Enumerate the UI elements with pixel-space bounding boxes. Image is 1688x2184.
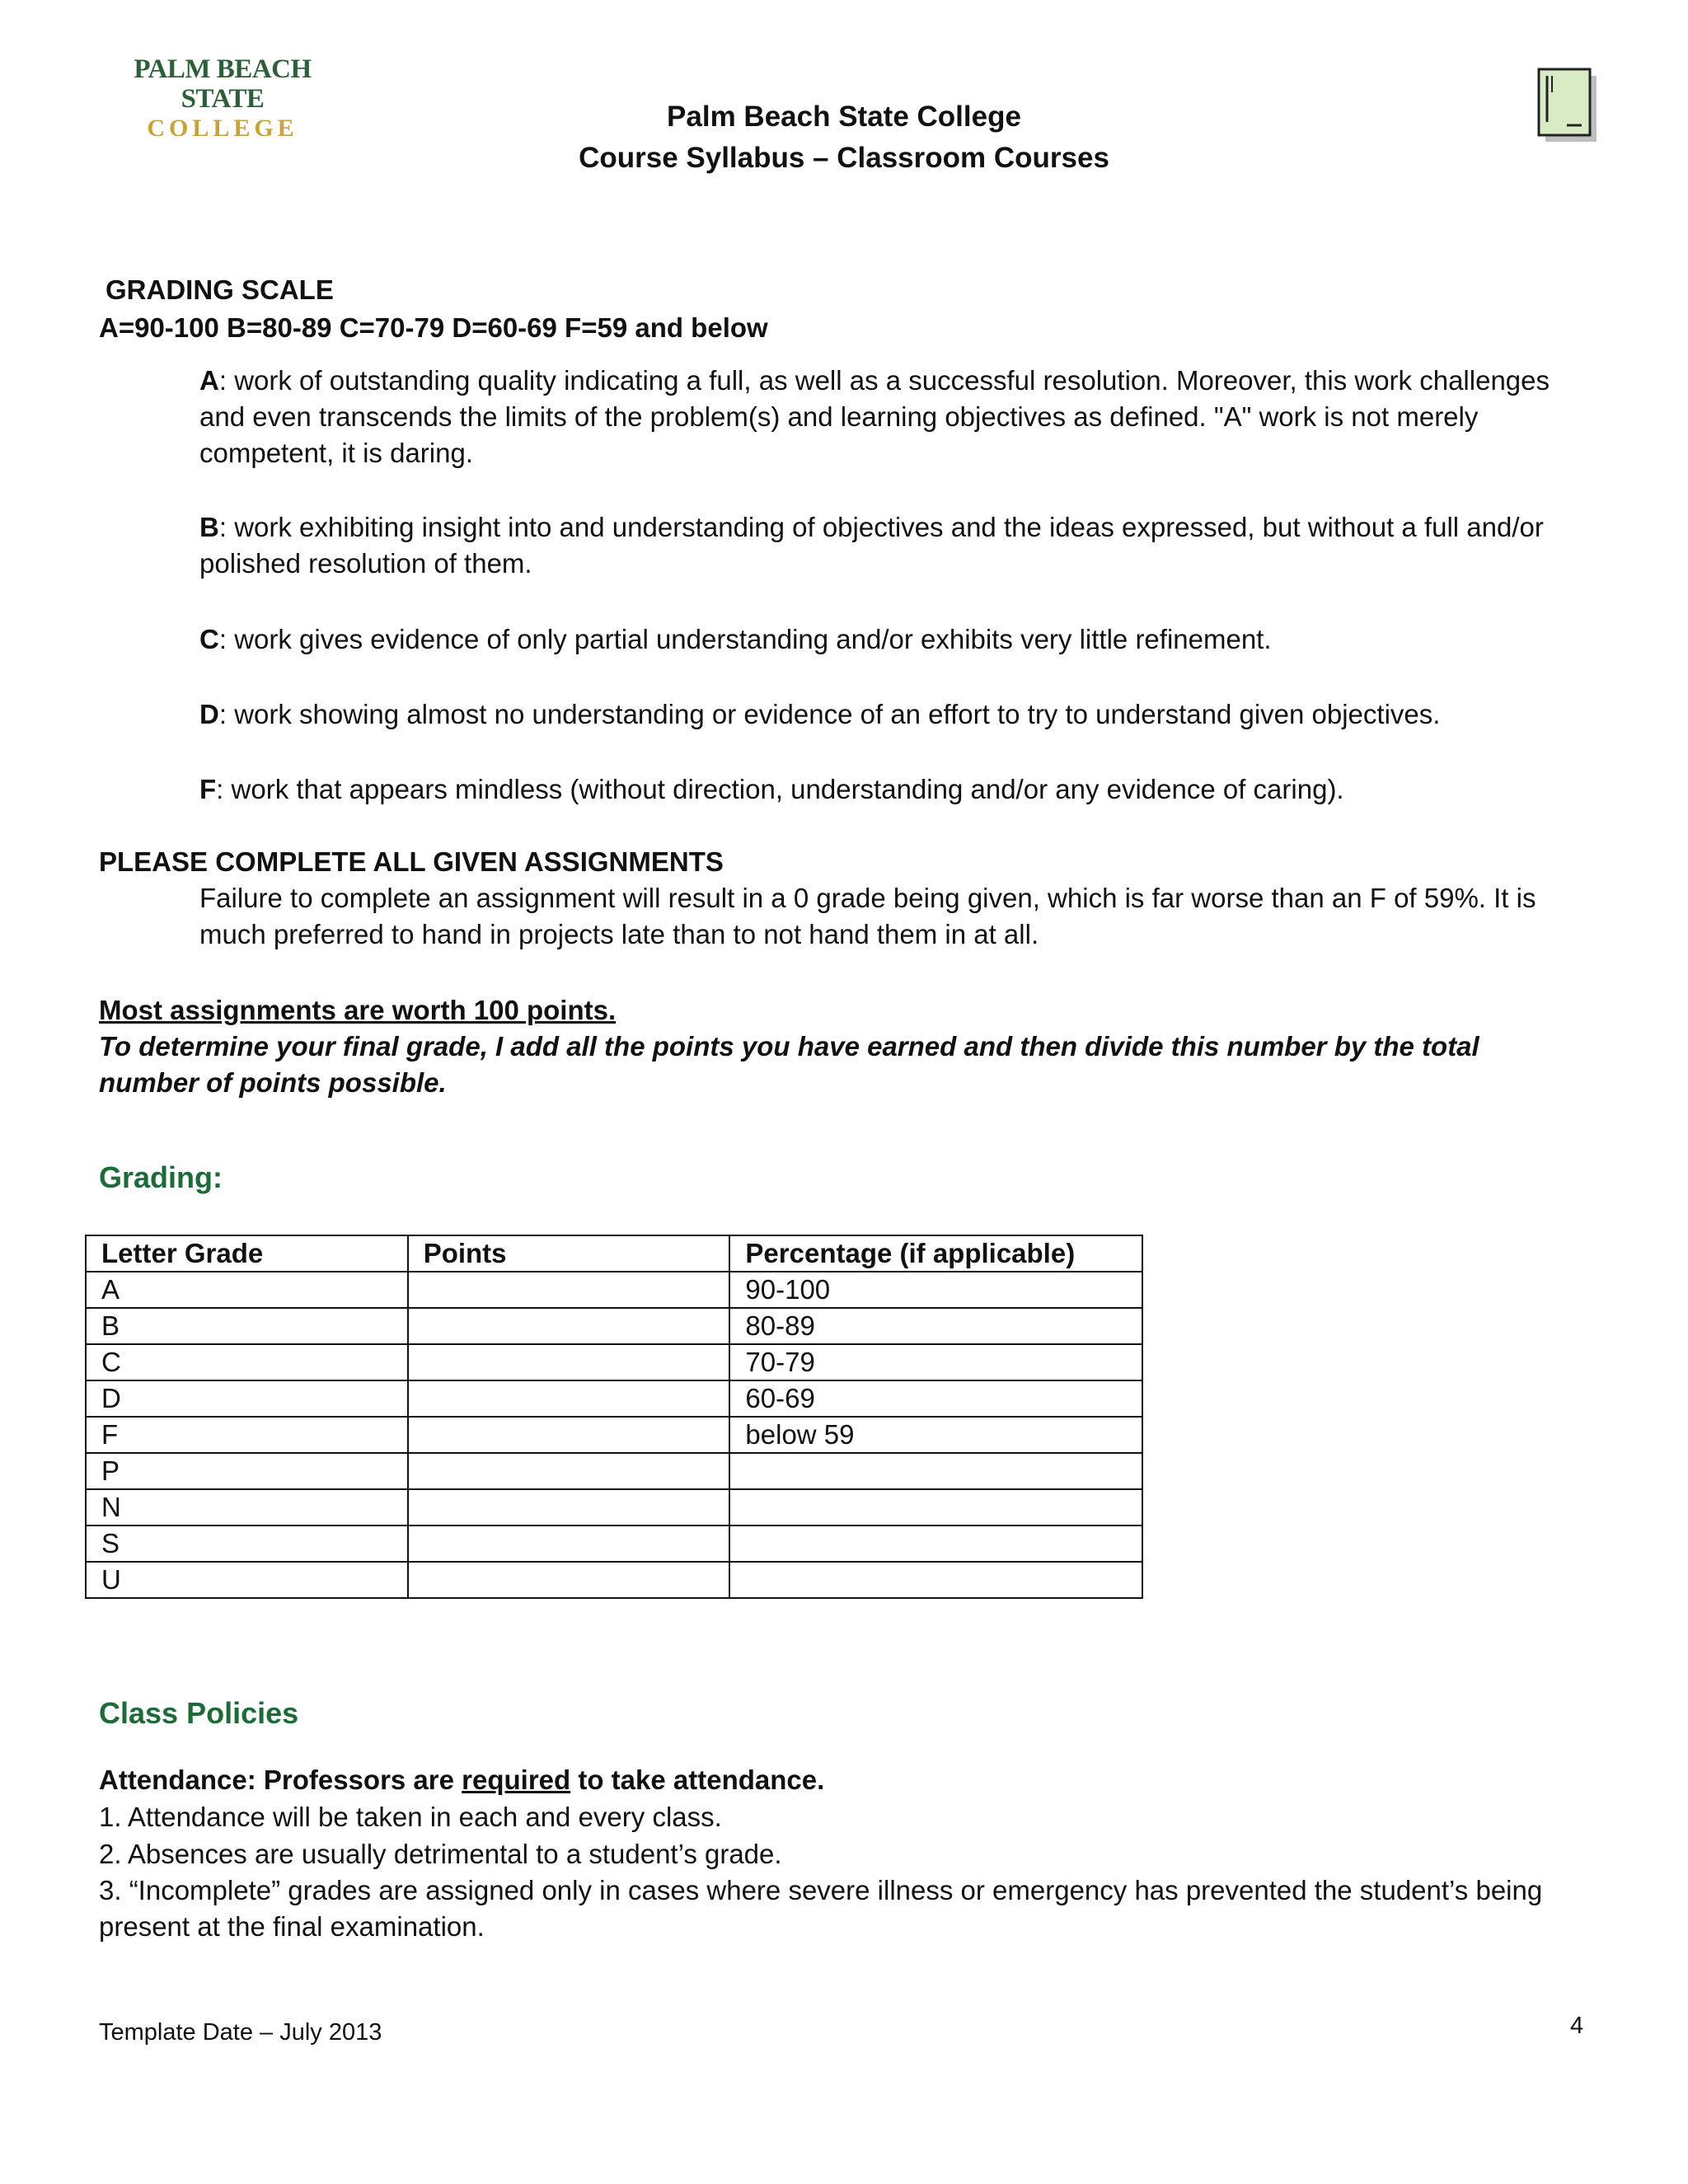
letter-cell: C [86, 1344, 408, 1380]
grading-heading: Grading: [99, 1160, 223, 1194]
attendance-emphasis: required [462, 1765, 571, 1795]
grade-description: work exhibiting insight into and understanding of objectives and the ideas expressed, but without a full and/or polished resolution of them. [199, 512, 1544, 579]
percentage-cell: below 59 [729, 1417, 1142, 1453]
points-cell [408, 1272, 730, 1308]
points-cell [408, 1453, 730, 1489]
header-subtitle: Course Syllabus – Classroom Courses [579, 142, 1109, 174]
grade-description: work of outstanding quality indicating a full, as well as a successful resolution. Moreover, this work challenges and even transcends the limits of the problem(s) and learning objectives as defined. "A" work is not merely competent, it is daring. [199, 365, 1550, 468]
document-icon [1537, 68, 1599, 143]
letter-cell: N [86, 1489, 408, 1526]
grade-description: work gives evidence of only partial understanding and/or exhibits very little refinement. [234, 624, 1272, 654]
column-header-percentage: Percentage (if applicable) [729, 1235, 1142, 1272]
letter-cell: P [86, 1453, 408, 1489]
points-cell [408, 1562, 730, 1598]
letter-cell: D [86, 1380, 408, 1417]
logo-line-2: COLLEGE [147, 115, 298, 142]
table-row [86, 1453, 1142, 1489]
table-header-row [86, 1235, 1142, 1272]
grade-definition-a [199, 363, 1592, 471]
policy-item-1: 1. Attendance will be taken in each and every class. [99, 1802, 722, 1832]
points-cell [408, 1489, 730, 1526]
points-cell [408, 1308, 730, 1344]
assignments-text: Failure to complete an assignment will result in a 0 grade being given, which is far worse than an F of 59%. It is much preferred to hand in projects late than to not hand them in at all. [199, 883, 1536, 949]
grade-definition-b [199, 509, 1592, 582]
grade-letter: C [199, 624, 219, 654]
percentage-cell [729, 1453, 1142, 1489]
table-row [86, 1344, 1142, 1380]
percentage-cell [729, 1562, 1142, 1598]
grade-description: work that appears mindless (without direction, understanding and/or any evidence of caring). [231, 774, 1344, 804]
points-note: Most assignments are worth 100 points. [99, 995, 617, 1025]
grade-definition-f [199, 771, 1592, 808]
percentage-cell [729, 1526, 1142, 1562]
percentage-cell: 60-69 [729, 1380, 1142, 1417]
table-row [86, 1308, 1142, 1344]
grade-separator: : [218, 699, 235, 729]
assignments-heading: PLEASE COMPLETE ALL GIVEN ASSIGNMENTS [99, 846, 724, 877]
table-row [86, 1380, 1142, 1417]
points-cell [408, 1344, 730, 1380]
grade-separator: : [218, 624, 235, 654]
header-title: Palm Beach State College [667, 101, 1021, 133]
letter-cell: A [86, 1272, 408, 1308]
grading-table [85, 1235, 1143, 1599]
column-header-letter-grade: Letter Grade [86, 1235, 408, 1272]
grade-letter: A [199, 365, 219, 396]
attendance-prefix: Attendance: Professors are [99, 1765, 462, 1795]
table-row [86, 1526, 1142, 1562]
table-row [86, 1489, 1142, 1526]
points-cell [408, 1380, 730, 1417]
attendance-heading [99, 1762, 824, 1798]
policy-item-2: 2. Absences are usually detrimental to a student’s grade. [99, 1839, 782, 1869]
grade-description: work showing almost no understanding or evidence of an effort to try to understand given objectives. [234, 699, 1441, 729]
grade-separator: : [218, 512, 235, 542]
grade-letter: F [199, 774, 217, 804]
column-header-points: Points [408, 1235, 730, 1272]
percentage-cell [729, 1489, 1142, 1526]
policy-item-3: 3. “Incomplete” grades are assigned only in cases where severe illness or emergency has prevented the student’s being present at the final examination. [99, 1875, 1543, 1942]
grade-letter: D [199, 699, 219, 729]
final-grade-note: To determine your final grade, I add all the points you have earned and then divide this number by the total number of points possible. [99, 1031, 1479, 1098]
percentage-cell: 70-79 [729, 1344, 1142, 1380]
grade-separator: : [216, 774, 232, 804]
table-row [86, 1562, 1142, 1598]
grade-separator: : [218, 365, 235, 396]
percentage-cell: 90-100 [729, 1272, 1142, 1308]
table-row [86, 1272, 1142, 1308]
letter-cell: S [86, 1526, 408, 1562]
grading-scale-summary: A=90-100 B=80-89 C=70-79 D=60-69 F=59 and below [99, 312, 768, 343]
attendance-suffix: to take attendance. [570, 1765, 825, 1795]
page-number: 4 [1570, 2013, 1584, 2039]
letter-cell: B [86, 1308, 408, 1344]
class-policies-heading: Class Policies [99, 1696, 299, 1730]
points-cell [408, 1526, 730, 1562]
logo-line-1: PALM BEACH STATE [134, 54, 312, 114]
grade-definition-d [199, 696, 1592, 733]
letter-cell: U [86, 1562, 408, 1598]
table-row [86, 1417, 1142, 1453]
percentage-cell: 80-89 [729, 1308, 1142, 1344]
template-date: Template Date – July 2013 [99, 2019, 382, 2046]
grade-letter: B [199, 512, 219, 542]
letter-cell: F [86, 1417, 408, 1453]
grade-definition-c [199, 621, 1592, 658]
grading-scale-heading: GRADING SCALE [106, 274, 334, 305]
points-cell [408, 1417, 730, 1453]
